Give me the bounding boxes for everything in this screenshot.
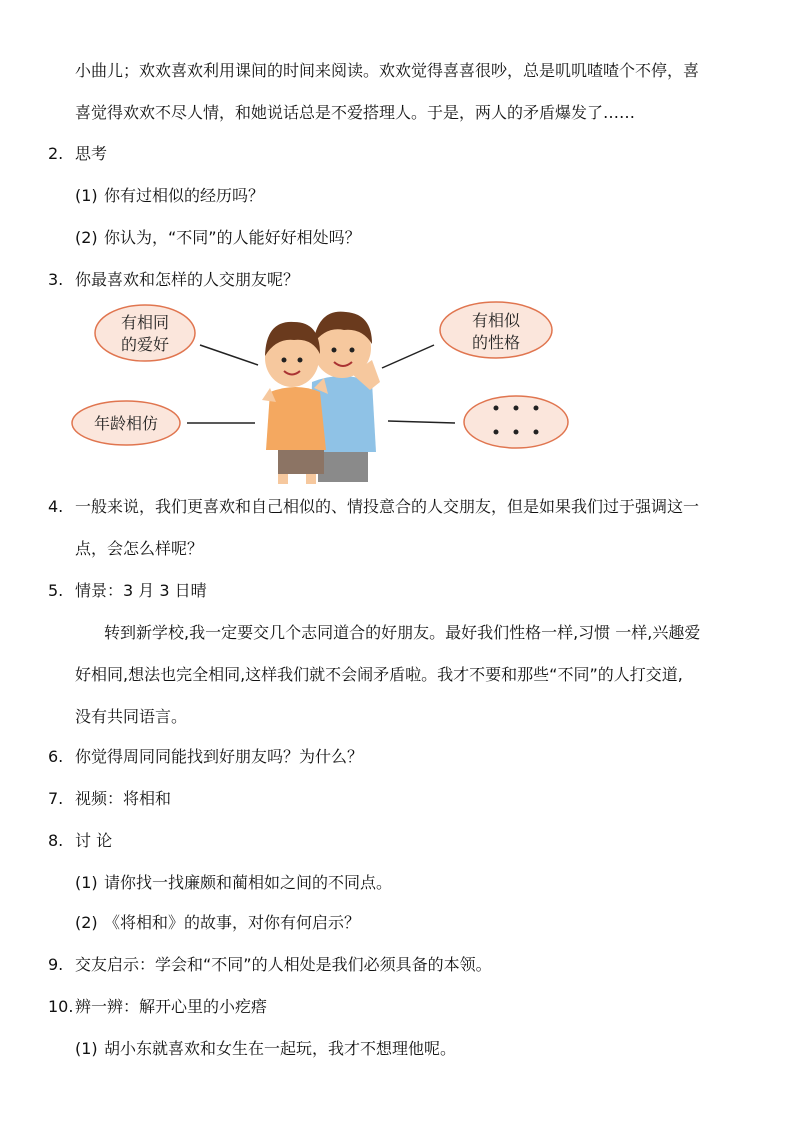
sub-item-number: (2) <box>75 228 98 247</box>
item-text: 辨一辨：解开心里的小疙瘩 <box>75 997 268 1016</box>
sub-item-text: 请你找一找廉颇和蔺相如之间的不同点。 <box>104 873 393 892</box>
item-number: 5. <box>48 581 64 600</box>
item-text: 视频：将相和 <box>75 789 172 808</box>
item-text: 交友启示：学会和“不同”的人相处是我们必须具备的本领。 <box>75 955 492 974</box>
item-number: 3. <box>48 270 64 289</box>
bubble-text: 有相同 <box>120 313 170 332</box>
sub-item-number: (1) <box>75 873 98 892</box>
item-text: 讨 论 <box>75 831 113 850</box>
scenario-line-1: 转到新学校,我一定要交几个志同道合的好朋友。最好我们性格一样,习惯 一样,兴趣爱 <box>104 623 701 642</box>
sub-item-number: (1) <box>75 186 98 205</box>
friends-illustration <box>0 300 794 490</box>
sub-item-text: 《将相和》的故事，对你有何启示？ <box>104 913 361 932</box>
bubble-text: 的性格 <box>471 333 521 352</box>
intro-line-2: 喜觉得欢欢不尽人情，和她说话总是不爱搭理人。于是，两人的矛盾爆发了…… <box>75 103 636 122</box>
sub-item-text: 你认为，“不同”的人能好好相处吗？ <box>104 228 361 247</box>
sub-item-number: (1) <box>75 1039 98 1058</box>
bubble-similar-age <box>72 401 180 445</box>
scenario-line-2: 好相同,想法也完全相同,这样我们就不会闹矛盾啦。我才不要和那些“不同”的人打交道, <box>75 665 683 684</box>
sub-item-number: (2) <box>75 913 98 932</box>
item-number: 9. <box>48 955 64 974</box>
intro-line-1: 小曲儿；欢欢喜欢利用课间的时间来阅读。欢欢觉得喜喜很吵，总是叽叽喳喳个不停，喜 <box>75 61 700 80</box>
connector-line <box>388 421 455 423</box>
bubble-text: 的爱好 <box>120 335 170 354</box>
item-text: 你最喜欢和怎样的人交朋友呢？ <box>75 270 300 289</box>
bubble-text: 有相似 <box>471 311 521 330</box>
item-text: 情景：3 月 3 日晴 <box>75 581 207 600</box>
item-number: 6. <box>48 747 64 766</box>
connector-line <box>200 345 258 365</box>
two-boys-icon <box>262 312 380 484</box>
item-text: 你觉得周同同能找到好朋友吗？为什么？ <box>75 747 364 766</box>
item-number: 8. <box>48 831 64 850</box>
item-text: 思考 <box>75 144 108 163</box>
item-text: 一般来说，我们更喜欢和自己相似的、情投意合的人交朋友，但是如果我们过于强调这一 <box>75 497 700 516</box>
bubble-more <box>464 396 568 448</box>
scenario-line-3: 没有共同语言。 <box>75 707 188 726</box>
item-number: 2. <box>48 144 64 163</box>
item-text-continued: 点，会怎么样呢？ <box>75 539 204 558</box>
item-number: 10. <box>48 997 74 1016</box>
bubble-same-hobby <box>95 305 195 361</box>
bubble-similar-character <box>440 302 552 358</box>
sub-item-text: 胡小东就喜欢和女生在一起玩，我才不想理他呢。 <box>104 1039 457 1058</box>
item-number: 4. <box>48 497 64 516</box>
connector-line <box>382 345 434 368</box>
item-number: 7. <box>48 789 64 808</box>
bubble-text: 年龄相仿 <box>93 414 159 433</box>
sub-item-text: 你有过相似的经历吗？ <box>104 186 265 205</box>
